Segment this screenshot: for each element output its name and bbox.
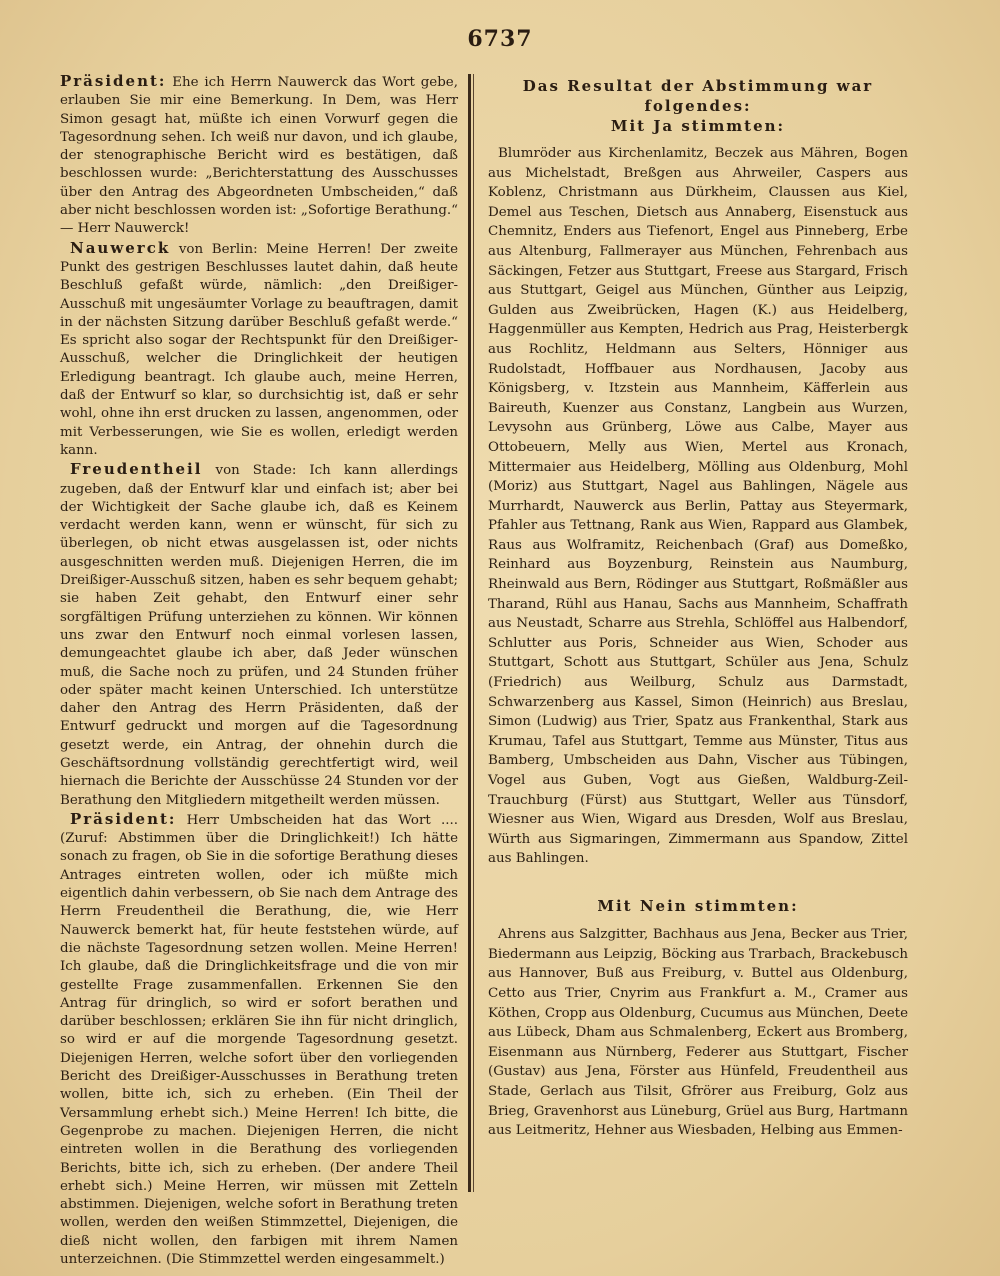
vote-result-heading: Das Resultat der Abstimmung war folgendes: — [522, 77, 874, 115]
right-column — [488, 76, 908, 1141]
paragraph-1 — [60, 72, 458, 239]
speaker-name: Freudentheil — [70, 460, 203, 479]
speech-text: von Berlin: Meine Herren! Der zweite Punkt des gestrigen Beschlusses lautet dahin, daß heute Beschluß gefaßt würde, nämlich: „den Dreißiger-Ausschuß mit ungesäumter Vorlage zu beauftragen, damit in der nächsten Sitzung darüber Beschluß gefaßt werde.“ Es spricht also sogar der Rechtspunkt für den Dreißiger-Ausschuß, welcher die Dringlichkeit der heutigen Erledigung beantragt. Ich glaube auch, meine Herren, daß der Entwurf so klar, so durchsichtig ist, daß er sehr wohl, ohne ihn erst drucken zu lassen, angenommen, oder mit Verbesserungen, wie Sie es wollen, erledigt werden kann. — [60, 241, 458, 458]
nein-heading: Mit Nein stimmten: — [597, 896, 799, 915]
paragraph-4 — [60, 810, 458, 1269]
speech-text: Herr Umbscheiden hat das Wort .... (Zuruf: Abstimmen über die Dringlichkeit!) Ich hätte sonach zu fragen, ob Sie in die sofortige Berathung dieses Antrages eintreten wollen, oder ich müßte mich eigentlich dahin verbessern, ob Sie nach dem Antrage des Herrn Freudentheil die Berathung, die, wie Herr Nauwerck bemerkt hat, für heute feststehen würde, auf die nächste Tagesordnung setzen wollen. Meine Herren! Ich glaube, daß die Dringlichkeitsfrage und die von mir gestellte Frage zusammenfallen. Erkennen Sie den Antrag für dringlich, so wird er sofort berathen und darüber beschlossen; erklären Sie ihn für nicht dringlich, so wird er auf die morgende Tagesordnung gesetzt. Diejenigen Herren, welche sofort über den vorliegenden Bericht des Dreißiger-Ausschusses in Berathung treten wollen, bitte ich, sich zu erheben. (Ein Theil der Versammlung erhebt sich.) Meine Herren! Ich bitte, die Gegenprobe zu machen. Diejenigen Herren, die nicht eintreten wollen in die Berathung des vorliegenden Berichts, bitte ich, sich zu erheben. (Der andere Theil erhebt sich.) Meine Herren, wir müssen mit Zetteln abstimmen. Diejenigen, welche sofort in Berathung treten wollen, werden den weißen Stimmzettel, Diejenigen, die dieß nicht wollen, den farbigen mit ihrem Namen unterzeichnen. (Die Stimmzettel werden eingesammelt.) — [60, 812, 458, 1267]
paragraph-3 — [60, 460, 458, 810]
nein-names-list: Ahrens aus Salzgitter, Bachhaus aus Jena, Becker aus Trier, Biedermann aus Leipzig, Böcking aus Trarbach, Brackebusch aus Hannover, Buß aus Freiburg, v. Buttel aus Oldenburg, Cetto aus Trier, Cnyrim aus Frankfurt a. M., Cramer aus Köthen, Cropp aus Oldenburg, Cucumus aus München, Deete aus Lübeck, Dham aus Schmalenberg, Eckert aus Bromberg, Eisenmann aus Nürnberg, Federer aus Stuttgart, Fischer (Gustav) aus Jena, Förster aus Hünfeld, Freudentheil aus Stade, Gerlach aus Tilsit, Gfrörer aus Freiburg, Golz aus Brieg, Gravenhorst aus Lüneburg, Grüel aus Burg, Hartmann aus Leitmeritz, Hehner aus Wiesbaden, Helbing aus Emmen- — [488, 927, 908, 1139]
speech-text: Ehe ich Herrn Nauwerck das Wort gebe, erlauben Sie mir eine Bemerkung. In Dem, was Herr Simon gesagt hat, müßte ich einen Vorwurf gegen die Tagesordnung sehen. Ich weiß nur davon, und ich glaube, der stenographische Bericht wird es bestätigen, daß beschlossen wurde: „Berichterstattung des Ausschusses über den Antrag des Abgeordneten Umbscheiden,“ daß aber nicht beschlossen worden ist: „Sofortige Berathung.“ — Herr Nauwerck! — [60, 75, 458, 237]
column-divider — [468, 74, 471, 1192]
speaker-name: Präsident: — [60, 72, 167, 90]
paragraph-2 — [60, 239, 458, 461]
speech-text: von Stade: Ich kann allerdings zugeben, daß der Entwurf klar und einfach ist; aber bei der Wichtigkeit der Sache glaube ich, daß es Keinem verdacht werden kann, wenn er wünscht, für sich zu überlegen, ob nicht etwas ausgelassen ist, oder nichts ausgeschnitten werden muß. Diejenigen Herren, die im Dreißiger-Ausschuß sitzen, haben es sehr bequem gehabt; sie haben Zeit gehabt, den Entwurf einer sehr sorgfältigen Prüfung unterziehen zu können. Wir können uns zwar den Entwurf noch einmal vorlesen lassen, demungeachtet glaube ich aber, daß Jeder wünschen muß, die Sache noch zu prüfen, und 24 Stunden früher oder später macht keinen Unterschied. Ich unterstütze daher den Antrag des Herrn Präsidenten, daß der Entwurf gedruckt und morgen auf die Tagesordnung gesetzt werde, ein Antrag, der ohnehin durch die Geschäftsordnung vollständig gerechtfertigt wird, weil hiernach die Berichte der Ausschüsse 24 Stunden vor der Berathung den Mitgliedern mitgetheilt werden müssen. — [60, 463, 458, 808]
page-number: 6737 — [467, 26, 533, 52]
speaker-name: Präsident: — [70, 809, 177, 828]
speaker-name: Nauwerck — [70, 238, 171, 257]
ja-names-list: Blumröder aus Kirchenlamitz, Beczek aus Mähren, Bogen aus Michelstadt, Breßgen aus Ahrweiler, Caspers aus Koblenz, Christmann aus Dürkheim, Claussen aus Kiel, Demel aus Teschen, Dietsch aus Annaberg, Eisenstuck aus Chemnitz, Enders aus Tiefenort, Engel aus Pinneberg, Erbe aus Altenburg, Fallmerayer aus München, Fehrenbach aus Säckingen, Fetzer aus Stuttgart, Freese aus Stargard, Frisch aus Stuttgart, Geigel aus München, Günther aus Leipzig, Gulden aus Zweibrücken, Hagen (K.) aus Heidelberg, Haggenmüller aus Kempten, Hedrich aus Prag, Heisterbergk aus Rochlitz, Heldmann aus Selters, Hönniger aus Rudolstadt, Hoffbauer aus Nordhausen, Jacoby aus Königsberg, v. Itzstein aus Mannheim, Käfferlein aus Baireuth, Kuenzer aus Constanz, Langbein aus Wurzen, Levysohn aus Grünberg, Löwe aus Calbe, Mayer aus Ottobeuern, Melly aus Wien, Mertel aus Kronach, Mittermaier aus Heidelberg, Mölling aus Oldenburg, Mohl (Moriz) aus Stuttgart, Nagel aus Bahlingen, Nägele aus Murrhardt, Nauwerck aus Berlin, Pattay aus Steyermark, Pfahler aus Tettnang, Rank aus Wien, Rappard aus Glambek, Raus aus Wolframitz, Reichenbach (Graf) aus Domeßko, Reinhard aus Boyzenburg, Reinstein aus Naumburg, Rheinwald aus Bern, Rödinger aus Stuttgart, Roßmäßler aus Tharand, Rühl aus Hanau, Sachs aus Mannheim, Schaffrath aus Neustadt, Scharre aus Strehla, Schlöffel aus Halbendorf, Schlutter aus Poris, Schneider aus Wien, Schoder aus Stuttgart, Schott aus Stuttgart, Schüler aus Jena, Schulz (Friedrich) aus Weilburg, Schulz aus Darmstadt, Schwarzenberg aus Kassel, Simon (Heinrich) aus Breslau, Simon (Ludwig) aus Trier, Spatz aus Frankenthal, Stark aus Krumau, Tafel aus Stuttgart, Temme aus Münster, Titus aus Bamberg, Umbscheiden aus Dahn, Vischer aus Tübingen, Vogel aus Guben, Vogt aus Gießen, Waldburg-Zeil-Trauchburg (Fürst) aus Stuttgart, Weller aus Tünsdorf, Wiesner aus Wien, Wigard aus Dresden, Wolf aus Breslau, Würth aus Sigmaringen, Zimmermann aus Spandow, Zittel aus Bahlingen. — [488, 146, 908, 867]
ja-heading: Mit Ja stimmten: — [610, 117, 786, 135]
left-column — [60, 72, 458, 1269]
